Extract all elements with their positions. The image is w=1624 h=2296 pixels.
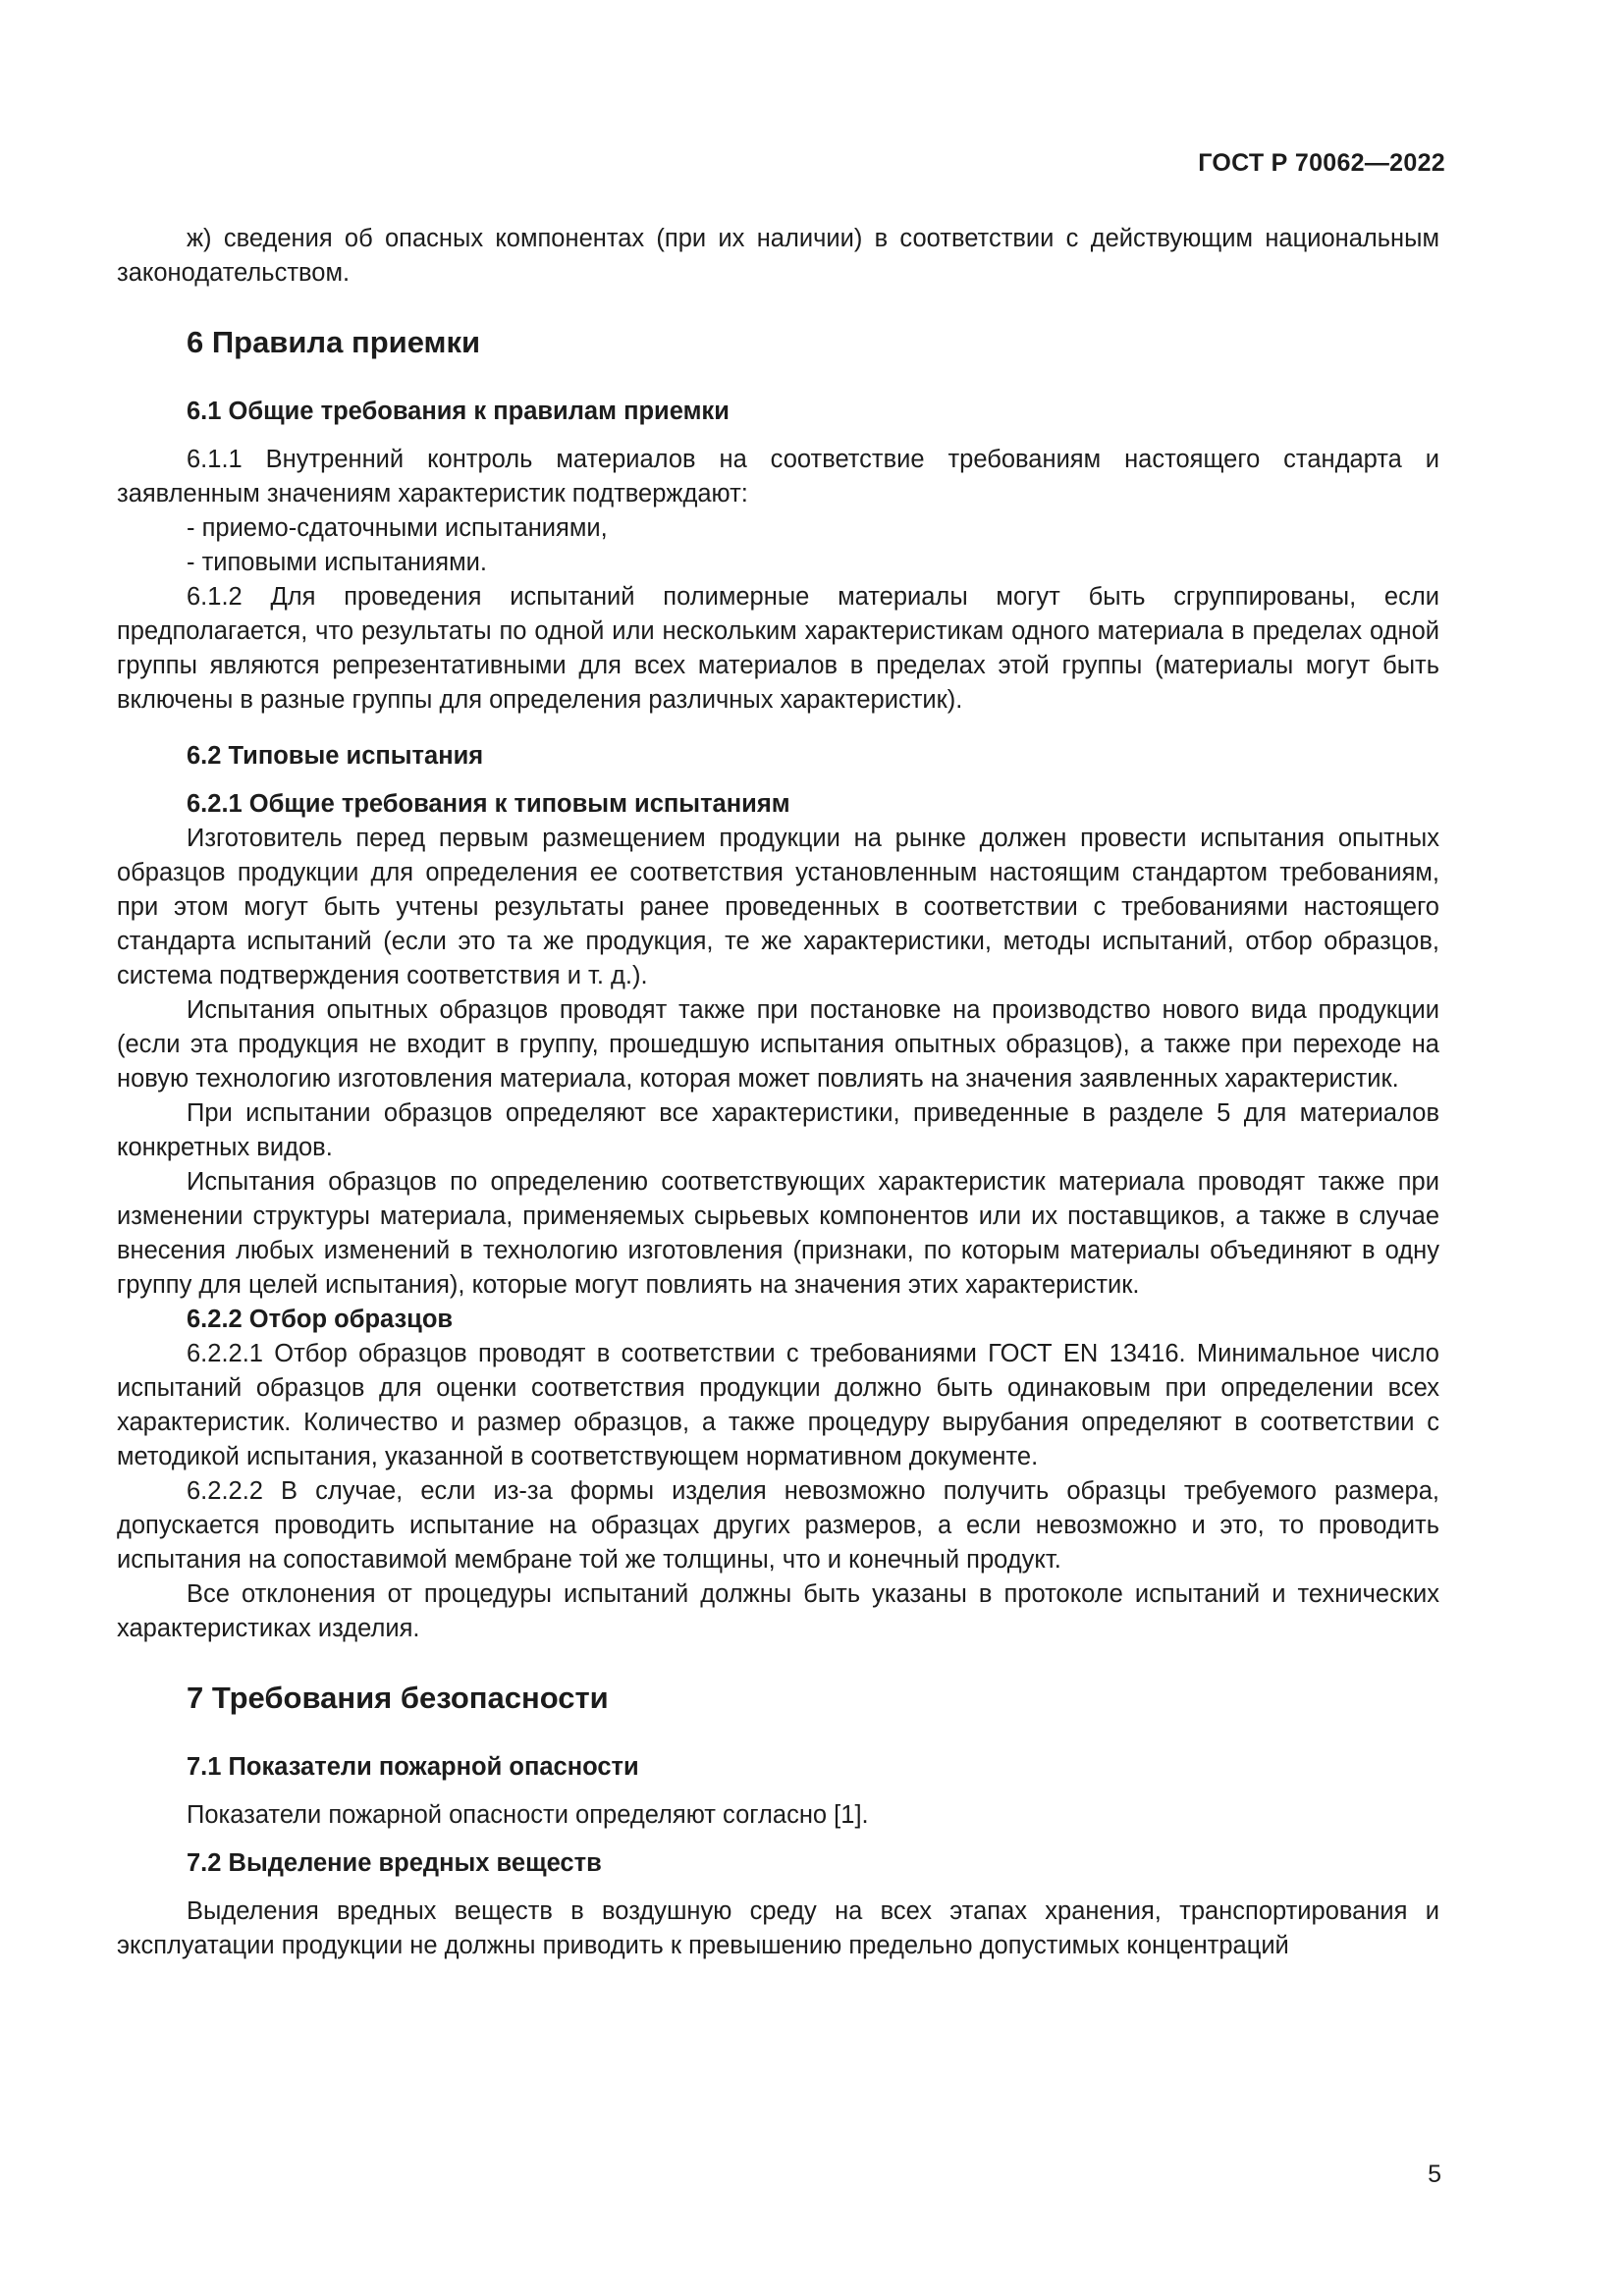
- section-7-2-title: 7.2 Выделение вредных веществ: [187, 1849, 602, 1877]
- paragraph: Испытания опытных образцов проводят также при постановке на производство нового вида продукции (если эта продукция не входит в группу, прошедшую испытания опытных образцов), а также при переходе на новую технологию изготовления материала, которая может повлиять на значения заявленных характеристик.: [117, 996, 1439, 1093]
- section-7-title: 7 Требования безопасности: [187, 1681, 609, 1715]
- page-number: 5: [1428, 2161, 1441, 2188]
- section-6-2-2-title: 6.2.2 Отбор образцов: [187, 1306, 454, 1333]
- paragraph-7-1: Показатели пожарной опасности определяют согласно [1].: [187, 1801, 869, 1829]
- document-id-header: ГОСТ Р 70062—2022: [1198, 149, 1445, 177]
- paragraph-6-2-2-1: 6.2.2.1 Отбор образцов проводят в соответствии с требованиями ГОСТ EN 13416. Минимальное число испытаний образцов для оценки соответствия продукции должно быть одинаковым при определении всех характеристик. Количество и размер образцов, а также процедуру вырубания определяют в соответствии с методикой испытания, указанной в соответствующем нормативном документе.: [117, 1340, 1439, 1470]
- section-6-2-title: 6.2 Типовые испытания: [187, 742, 484, 770]
- paragraph: При испытании образцов определяют все характеристики, приведенные в разделе 5 для материалов конкретных видов.: [117, 1099, 1439, 1161]
- list-item: - типовыми испытаниями.: [187, 549, 487, 576]
- list-item: - приемо-сдаточными испытаниями,: [187, 514, 608, 542]
- page-body: [117, 222, 1439, 1963]
- paragraph: Все отклонения от процедуры испытаний должны быть указаны в протоколе испытаний и технических характеристиках изделия.: [117, 1580, 1439, 1642]
- section-6-title: 6 Правила приемки: [187, 325, 481, 359]
- paragraph-6-2-2-2: 6.2.2.2 В случае, если из-за формы изделия невозможно получить образцы требуемого размера, допускается проводить испытание на образцах других размеров, а если невозможно и это, то проводить испытания на сопоставимой мембране той же толщины, что и конечный продукт.: [117, 1477, 1439, 1574]
- paragraph-6-1-1: 6.1.1 Внутренний контроль материалов на соответствие требованиям настоящего стандарта и заявленным значениям характеристик подтверждают:: [117, 446, 1439, 507]
- section-6-2-1-title: 6.2.1 Общие требования к типовым испытаниям: [187, 790, 790, 818]
- paragraph: Испытания образцов по определению соответствующих характеристик материала проводят также при изменении структуры материала, применяемых сырьевых компонентов или их поставщиков, а также в случае внесения любых изменений в технологию изготовления (признаки, по которым материалы объединяют в одну группу для целей испытания), которые могут повлиять на значения этих характеристик.: [117, 1168, 1439, 1299]
- paragraph-7-2: Выделения вредных веществ в воздушную среду на всех этапах хранения, транспортирования и эксплуатации продукции не должны приводить к превышению предельно допустимых концентраций: [117, 1897, 1439, 1959]
- paragraph-6-1-2: 6.1.2 Для проведения испытаний полимерные материалы могут быть сгруппированы, если предполагается, что результаты по одной или нескольким характеристикам одного материала в пределах одной группы являются репрезентативными для всех материалов в пределах этой группы (материалы могут быть включены в разные группы для определения различных характеристик).: [117, 583, 1439, 714]
- paragraph-zh: ж) сведения об опасных компонентах (при их наличии) в соответствии с действующим национальным законодательством.: [117, 225, 1439, 287]
- section-6-1-title: 6.1 Общие требования к правилам приемки: [187, 398, 730, 425]
- section-7-1-title: 7.1 Показатели пожарной опасности: [187, 1753, 639, 1781]
- paragraph: Изготовитель перед первым размещением продукции на рынке должен провести испытания опытных образцов продукции для определения ее соответствия установленным настоящим стандартом требованиям, при этом могут быть учтены результаты ранее проведенных в соответствии с требованиями настоящего стандарта испытаний (если это та же продукция, те же характеристики, методы испытаний, отбор образцов, система подтверждения соответствия и т. д.).: [117, 825, 1439, 989]
